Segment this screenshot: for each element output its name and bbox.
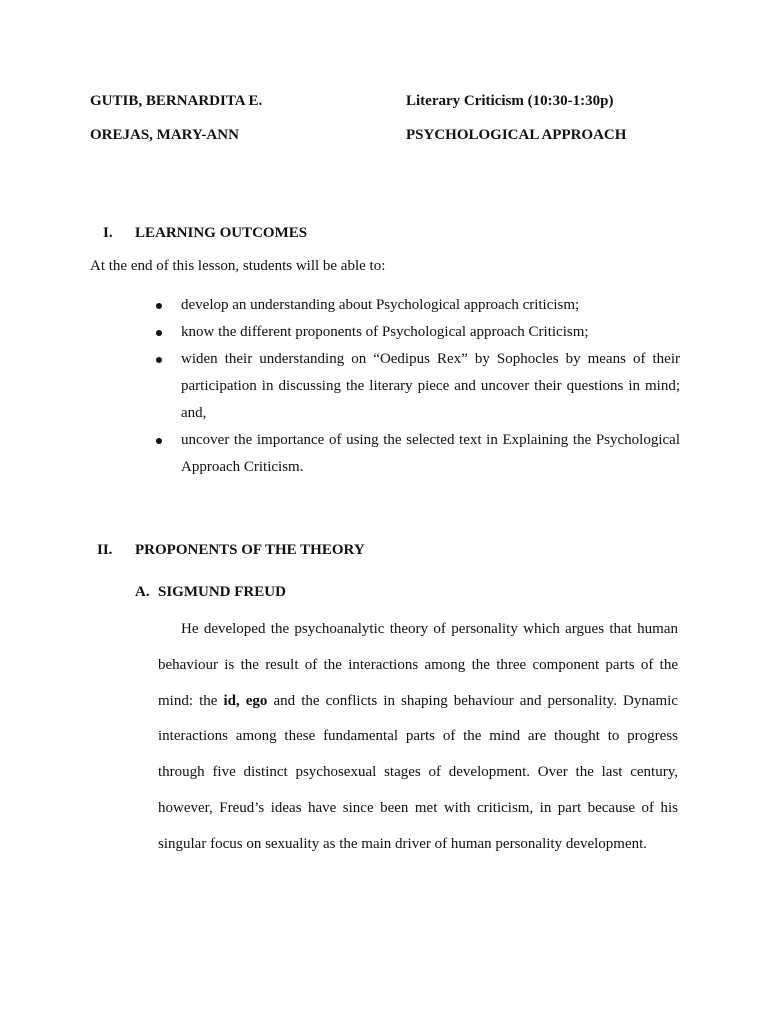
bullet-icon xyxy=(156,330,162,336)
paragraph-text-start: He developed the psychoanalytic theory of personality which argues that human behaviour is the result of the interactions among the three component parts of the mind: the xyxy=(158,621,678,709)
list-item xyxy=(156,319,680,346)
paragraph-text-end: and the conflicts in shaping behaviour and personality. Dynamic interactions among these fundamental parts of the mind are thought to progress through five distinct psychosexual stages of development. Over the last century, however, Freud’s ideas have since been met with criticism, in part because of his singular focus on sexuality as the main driver of human personality development. xyxy=(158,692,678,852)
section-2-title: PROPONENTS OF THE THEORY xyxy=(135,542,365,558)
topic-title: PSYCHOLOGICAL APPROACH xyxy=(406,127,627,143)
section-2-number: II. xyxy=(97,542,113,558)
bullet-icon xyxy=(156,438,162,444)
list-item xyxy=(156,292,680,319)
list-item-text: develop an understanding about Psychological approach criticism; xyxy=(181,297,580,313)
section-1-number: I. xyxy=(103,225,113,241)
list-item-text: widen their understanding on “Oedipus Rex” by Sophocles by means of their participation in discussing the literary piece and uncover their questions in mind; and, xyxy=(181,351,680,421)
course-title: Literary Criticism (10:30-1:30p) xyxy=(406,93,614,109)
subsection-label: A. xyxy=(135,584,150,600)
section-1-intro: At the end of this lesson, students will be able to: xyxy=(90,258,386,274)
author-name-1: GUTIB, BERNARDITA E. xyxy=(90,93,263,109)
bullet-icon xyxy=(156,303,162,309)
subsection-title: SIGMUND FREUD xyxy=(158,584,286,600)
section-1-title: LEARNING OUTCOMES xyxy=(135,225,308,241)
list-item xyxy=(156,346,680,427)
list-item xyxy=(156,427,680,481)
bullet-icon xyxy=(156,357,162,363)
learning-outcomes-list xyxy=(156,292,680,481)
author-name-2: OREJAS, MARY-ANN xyxy=(90,127,239,143)
freud-paragraph xyxy=(158,612,678,863)
list-item-text: know the different proponents of Psychological approach Criticism; xyxy=(181,324,589,340)
paragraph-bold-terms: id, ego xyxy=(223,692,268,709)
list-item-text: uncover the importance of using the selected text in Explaining the Psychological Approach Criticism. xyxy=(181,432,680,475)
